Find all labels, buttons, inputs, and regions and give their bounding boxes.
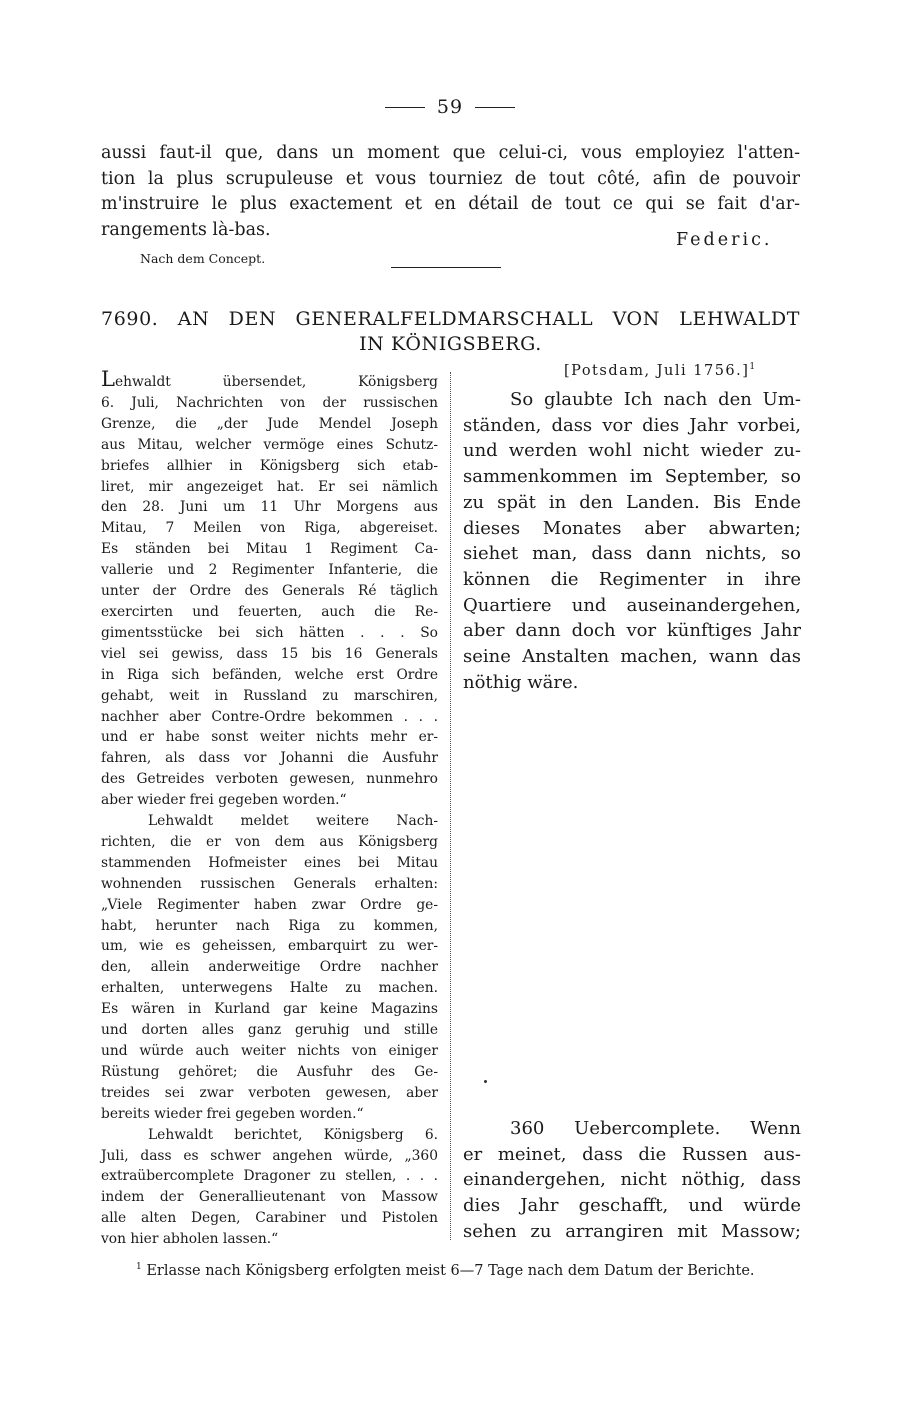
page-number-dash-right — [475, 107, 515, 108]
resolution-line: dieses Monates aber abwarten; — [463, 517, 801, 539]
section-rule — [391, 267, 501, 268]
summary-line: und dorten alles ganz geruhig und stille — [101, 1022, 438, 1039]
resolution-line: und werden wohl nicht wieder zu- — [463, 440, 801, 462]
resolution-line: aber dann doch vor künftiges Jahr — [463, 620, 801, 642]
royal-resolution-continued — [463, 1116, 801, 1245]
page-number-value: 59 — [436, 96, 464, 118]
summary-line: den, allein anderweitige Ordre nachher — [101, 959, 438, 976]
resolution-line: 360 Uebercomplete. Wenn — [510, 1118, 801, 1139]
resolution-line: zu spät in den Landen. Bis Ende — [463, 491, 801, 513]
summary-line: von hier abholen lassen.“ — [101, 1231, 279, 1248]
document-recipient: AN DEN GENERALFELDMARSCHALL VON LEHWALDT — [177, 308, 800, 330]
summary-line: gehabt, weit in Russland zu marschiren, — [101, 687, 438, 704]
summary-line: exercirten und feuerten, auch die Re- — [101, 603, 438, 620]
summary-line: gimentsstücke bei sich hätten . . . So — [101, 624, 438, 641]
footnote — [136, 1262, 806, 1279]
summary-line: Lehwaldt meldet weitere Nach- — [148, 813, 438, 830]
resolution-line: So glaubte Ich nach den Um- — [510, 389, 801, 410]
summary-line — [101, 369, 438, 393]
document-title — [101, 307, 800, 357]
source-note: Nach dem Concept. — [140, 251, 266, 266]
summary-line: habt, herunter nach Riga zu kommen, — [101, 917, 438, 934]
drop-capital: L — [101, 367, 115, 391]
dateline-text: [Potsdam, Juli 1756.] — [564, 362, 750, 379]
footnote-number: 1 — [136, 1262, 142, 1272]
document-number: 7690. — [101, 308, 159, 330]
summary-line: Juli, dass es schwer angehen würde, „360 — [101, 1147, 438, 1164]
summary-line: stammenden Hofmeister eines bei Mitau — [101, 854, 438, 871]
summary-line: des Getreides verboten gewesen, nunmehro — [101, 771, 438, 788]
signature: Federic. — [676, 230, 773, 250]
summary-line: um, wie es geheissen, embarquirt zu wer- — [101, 938, 438, 955]
summary-first-text: ehwaldt übersendet, Königsberg — [114, 374, 438, 390]
summary-line: treides sei zwar verboten gewesen, aber — [101, 1084, 438, 1101]
summary-line: und würde auch weiter nichts von einiger — [101, 1043, 438, 1059]
summary-line: Es wären in Kurland gar keine Magazins — [101, 1001, 438, 1018]
summary-line: extraübercomplete Dragoner zu stellen, . . . — [101, 1168, 438, 1185]
summary-line: „Viele Regimenter haben zwar Ordre ge- — [101, 896, 438, 913]
summary-line: Rüstung gehöret; die Ausfuhr des Ge- — [101, 1063, 438, 1080]
summary-line: Lehwaldt berichtet, Königsberg 6. — [148, 1126, 438, 1143]
summary-line: in Riga sich befänden, welche erst Ordre — [101, 666, 438, 683]
summary-line: bereits wieder frei gegeben worden.“ — [101, 1105, 364, 1122]
summary-line: Mitau, 7 Meilen von Riga, abgereiset. — [101, 520, 438, 537]
summary-line: aber wieder frei gegeben worden.“ — [101, 792, 347, 809]
resolution-line: siehet man, dass dann nichts, so — [463, 543, 801, 565]
resolution-line: nöthig wäre. — [463, 671, 579, 693]
page-number-dash-left — [385, 107, 425, 108]
summary-line: wohnenden russischen Generals erhalten: — [101, 875, 438, 892]
footnote-ref: 1 — [749, 362, 757, 372]
summary-line: indem der Generallieutenant von Massow — [101, 1189, 438, 1206]
summary-line: den 28. Juni um 11 Uhr Morgens aus — [101, 499, 438, 516]
resolution-line: können die Regimenter in ihre — [463, 568, 801, 590]
summary-line: richten, die er von dem aus Königsberg — [101, 833, 438, 850]
intro-line: rangements là-bas. — [101, 219, 271, 240]
summary-line: fahren, als dass vor Johanni die Ausfuhr — [101, 750, 438, 767]
page-number — [0, 96, 900, 118]
summary-line: nachher aber Contre-Ordre bekommen . . . — [101, 708, 438, 725]
summary-line: vallerie und 2 Regimenter Infanterie, die — [101, 562, 438, 579]
resolution-line: er meinet, dass die Russen aus- — [463, 1143, 801, 1165]
summary-line: aus Mitau, welcher vermöge eines Schutz- — [101, 436, 438, 453]
intro-line: m'instruire le plus exactement et en détail de tout ce qui se fait d'ar- — [101, 194, 800, 214]
summary-line: unter der Ordre des Generals Ré täglich — [101, 583, 438, 600]
resolution-line: ständen, dass vor dies Jahr vorbei, — [463, 414, 801, 436]
intro-line: tion la plus scrupuleuse et vous tourniez de tout côté, afin de pouvoir — [101, 168, 800, 189]
document-title-line-2: IN KÖNIGSBERG. — [359, 333, 542, 355]
summary-line: liret, mir angezeiget hat. Er sei nämlich — [101, 478, 438, 495]
summary-line: Grenze, die „der Jude Mendel Joseph — [101, 415, 438, 432]
report-summary-column — [101, 369, 438, 1250]
column-divider — [450, 372, 451, 1240]
resolution-line: einandergehen, nicht nöthig, dass — [463, 1169, 801, 1191]
footnote-text: Erlasse nach Königsberg erfolgten meist 6—7 Tage nach dem Datum der Berichte. — [146, 1262, 755, 1279]
resolution-line: seine Anstalten machen, wann das — [463, 646, 801, 668]
summary-line: erhalten, unterwegens Halte zu machen. — [101, 980, 438, 997]
margin-dot — [484, 1080, 487, 1083]
resolution-line: sammenkommen im September, so — [463, 466, 801, 488]
resolution-line: dies Jahr geschafft, und würde — [463, 1195, 801, 1217]
summary-line: und er habe sonst weiter nichts mehr er- — [101, 729, 438, 746]
intro-paragraph — [101, 141, 800, 243]
intro-line: aussi faut-il que, dans un moment que celui-ci, vous employiez l'atten- — [101, 143, 800, 163]
resolution-line: Quartiere und auseinandergehen, — [463, 594, 801, 616]
document-title-line-1 — [101, 307, 800, 332]
royal-resolution — [463, 387, 801, 695]
summary-line: viel sei gewiss, dass 15 bis 16 Generals — [101, 645, 438, 662]
resolution-line: sehen zu arrangiren mit Massow; — [463, 1220, 801, 1242]
summary-line: alle alten Degen, Carabiner und Pistolen — [101, 1210, 438, 1227]
dateline — [564, 362, 757, 379]
summary-line: 6. Juli, Nachrichten von der russischen — [101, 394, 438, 411]
summary-line: Es ständen bei Mitau 1 Regiment Ca- — [101, 541, 438, 558]
summary-line: briefes allhier in Königsberg sich etab- — [101, 457, 438, 474]
